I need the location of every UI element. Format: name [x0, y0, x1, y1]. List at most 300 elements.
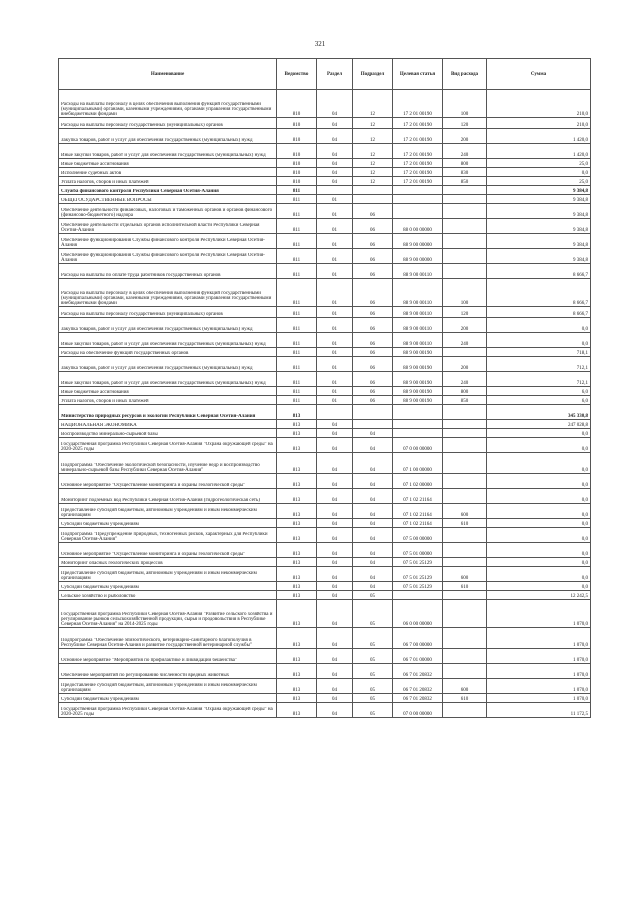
row-name-text: Обеспечение деятельности отдельных органов исполнительной власти Республики Северная Осетия-Алания: [61, 223, 260, 233]
cell-target-article: 07 0 00 00000: [393, 703, 443, 718]
cell-subsection: 04: [353, 474, 393, 489]
cell-target-article: 06 7 00 00000: [393, 628, 443, 649]
cell-target-article: 07 1 02 00000: [393, 474, 443, 489]
cell-target-article: [393, 591, 443, 600]
cell-name: [59, 543, 277, 558]
row-name-text: Обеспечение мероприятий по регулированию численности вредных животных: [61, 673, 230, 678]
cell-section: [317, 186, 353, 195]
row-name-text: Мониторинг опасных геологических процессов: [61, 561, 163, 566]
cell-name: [59, 438, 277, 453]
cell-amount: 1 070,0: [487, 600, 591, 628]
cell-section: 04: [317, 694, 353, 703]
cell-expense-type: 850: [443, 396, 487, 405]
cell-target-article: 07 1 02 21164: [393, 489, 443, 504]
header-subsection: Подраздел: [353, 59, 393, 90]
table-row: [59, 234, 591, 249]
cell-department: 813: [277, 664, 317, 679]
cell-target-article: 07 1 02 21164: [393, 504, 443, 519]
cell-amount: 1 420,0: [487, 144, 591, 159]
cell-section: 01: [317, 348, 353, 357]
cell-target-article: 06 7 01 00000: [393, 649, 443, 664]
cell-department: 811: [277, 234, 317, 249]
cell-target-article: 88 9 00 00000: [393, 234, 443, 249]
cell-department: 811: [277, 264, 317, 279]
cell-department: 813: [277, 591, 317, 600]
cell-target-article: 17 2 01 00190: [393, 144, 443, 159]
table-row: [59, 420, 591, 429]
table-row: [59, 504, 591, 519]
cell-department: 811: [277, 372, 317, 387]
cell-target-article: 88 9 00 00110: [393, 307, 443, 318]
cell-target-article: [393, 429, 443, 438]
cell-target-article: 17 2 01 00190: [393, 159, 443, 168]
cell-expense-type: [443, 219, 487, 234]
cell-amount: 8 666,7: [487, 307, 591, 318]
cell-amount: 0,0: [487, 333, 591, 348]
cell-expense-type: [443, 600, 487, 628]
table-row: [59, 703, 591, 718]
cell-name: [59, 474, 277, 489]
cell-department: 813: [277, 489, 317, 504]
row-name-text: Предоставление субсидий бюджетным, автономным учреждениям и иным некоммерческим организациям: [61, 683, 257, 693]
cell-section: 04: [317, 664, 353, 679]
cell-amount: 0,0: [487, 318, 591, 333]
cell-expense-type: [443, 195, 487, 204]
cell-subsection: 04: [353, 519, 393, 528]
cell-amount: 210,0: [487, 90, 591, 118]
cell-expense-type: [443, 474, 487, 489]
cell-amount: 0,0: [487, 543, 591, 558]
page-number: 321: [314, 40, 326, 48]
cell-name: [59, 649, 277, 664]
cell-name: [59, 333, 277, 348]
cell-expense-type: [443, 204, 487, 219]
cell-subsection: 06: [353, 219, 393, 234]
cell-subsection: 06: [353, 307, 393, 318]
cell-department: 813: [277, 405, 317, 420]
cell-subsection: 04: [353, 543, 393, 558]
cell-expense-type: 120: [443, 118, 487, 129]
cell-department: 813: [277, 600, 317, 628]
cell-subsection: 04: [353, 438, 393, 453]
cell-amount: 9 384,8: [487, 219, 591, 234]
cell-section: 01: [317, 195, 353, 204]
cell-section: 04: [317, 679, 353, 694]
cell-section: 01: [317, 264, 353, 279]
row-name-text: Субсидии бюджетным учреждениям: [61, 585, 139, 590]
table-row: [59, 186, 591, 195]
cell-amount: 1 070,0: [487, 679, 591, 694]
table-row: [59, 582, 591, 591]
cell-department: 810: [277, 168, 317, 177]
row-name-text: Иные закупки товаров, работ и услуг для обеспечения государственных (муниципальных) нужд: [61, 381, 266, 386]
cell-section: 04: [317, 489, 353, 504]
cell-amount: 9 384,8: [487, 204, 591, 219]
cell-subsection: 12: [353, 118, 393, 129]
table-row: [59, 519, 591, 528]
cell-expense-type: [443, 249, 487, 264]
cell-target-article: 17 2 01 00190: [393, 90, 443, 118]
cell-expense-type: 600: [443, 504, 487, 519]
cell-name: [59, 679, 277, 694]
row-name-text: Служба финансового контроля Республики Северная Осетия-Алания: [61, 189, 219, 194]
header-department: Ведомство: [277, 59, 317, 90]
cell-amount: 0,0: [487, 582, 591, 591]
cell-department: 811: [277, 357, 317, 372]
cell-expense-type: 610: [443, 582, 487, 591]
cell-amount: 8 666,7: [487, 279, 591, 307]
cell-section: 01: [317, 318, 353, 333]
table-row: [59, 159, 591, 168]
cell-section: 04: [317, 420, 353, 429]
table-body: [59, 90, 591, 718]
cell-target-article: [393, 420, 443, 429]
cell-name: [59, 318, 277, 333]
cell-section: 04: [317, 703, 353, 718]
cell-target-article: 07 5 01 25129: [393, 567, 443, 582]
cell-name: [59, 186, 277, 195]
cell-amount: 0,0: [487, 168, 591, 177]
cell-amount: 9 384,8: [487, 186, 591, 195]
row-name-text: Расходы на выплаты по оплате труда работников государственных органов: [61, 273, 221, 278]
cell-target-article: [393, 195, 443, 204]
cell-name: [59, 195, 277, 204]
table-row: [59, 438, 591, 453]
cell-section: 04: [317, 453, 353, 474]
cell-expense-type: 610: [443, 694, 487, 703]
cell-name: [59, 219, 277, 234]
row-name-text: Иные закупки товаров, работ и услуг для обеспечения государственных (муниципальных) нужд: [61, 342, 266, 347]
cell-target-article: 07 1 02 21164: [393, 519, 443, 528]
cell-expense-type: 610: [443, 519, 487, 528]
cell-expense-type: [443, 543, 487, 558]
row-name-text: Закупка товаров, работ и услуг для обеспечения государственных (муниципальных) нужд: [61, 327, 253, 332]
cell-subsection: 05: [353, 649, 393, 664]
cell-name: [59, 118, 277, 129]
cell-section: 01: [317, 219, 353, 234]
header-amount: Сумма: [487, 59, 591, 90]
cell-target-article: [393, 186, 443, 195]
cell-department: 811: [277, 387, 317, 396]
row-name-text: Мониторинг подземных вод Республики Северная Осетия-Алания (гидрогеологическая сеть): [61, 498, 260, 503]
row-name-text: Расходы на выплаты персоналу в целях обеспечения выполнения функций государственными (муниципальными) органами, казенными учреждениями, органами управления государственными внебюджетными фондами: [61, 102, 272, 117]
cell-name: [59, 703, 277, 718]
table-row: [59, 219, 591, 234]
table-row: [59, 279, 591, 307]
row-name-text: Основное мероприятие "Осуществление мониторинга и охраны геологической среды": [61, 552, 246, 557]
cell-expense-type: [443, 489, 487, 504]
cell-amount: 1 070,0: [487, 664, 591, 679]
cell-subsection: 04: [353, 453, 393, 474]
cell-name: [59, 177, 277, 186]
row-name-text: Государственная программа Республики Северная Осетия-Алания "Охрана окружающей среды" на 2020-2025 годы: [61, 442, 273, 452]
table-row: [59, 264, 591, 279]
cell-amount: 1 070,0: [487, 694, 591, 703]
cell-name: [59, 159, 277, 168]
row-name-text: Иные бюджетные ассигнования: [61, 390, 129, 395]
cell-expense-type: [443, 591, 487, 600]
cell-name: [59, 591, 277, 600]
cell-subsection: 06: [353, 264, 393, 279]
cell-expense-type: [443, 528, 487, 543]
cell-department: 813: [277, 558, 317, 567]
cell-target-article: 17 2 01 00190: [393, 177, 443, 186]
cell-expense-type: 600: [443, 567, 487, 582]
cell-department: 811: [277, 249, 317, 264]
table-row: [59, 387, 591, 396]
cell-expense-type: 850: [443, 177, 487, 186]
cell-section: 04: [317, 567, 353, 582]
cell-department: 813: [277, 679, 317, 694]
cell-name: [59, 405, 277, 420]
cell-department: 813: [277, 582, 317, 591]
cell-name: [59, 558, 277, 567]
cell-subsection: 12: [353, 129, 393, 144]
cell-target-article: 17 2 01 00190: [393, 129, 443, 144]
cell-section: 04: [317, 582, 353, 591]
cell-subsection: 06: [353, 387, 393, 396]
cell-department: 810: [277, 177, 317, 186]
cell-subsection: 04: [353, 582, 393, 591]
table-row: [59, 489, 591, 504]
row-name-text: Закупка товаров, работ и услуг для обеспечения государственных (муниципальных) нужд: [61, 138, 253, 143]
row-name-text: Сельское хозяйство и рыболовство: [61, 594, 136, 599]
row-name-text: Основное мероприятие "Осуществление мониторинга и охраны геологической среды": [61, 483, 246, 488]
cell-department: 813: [277, 429, 317, 438]
cell-target-article: 88 9 00 00110: [393, 318, 443, 333]
cell-subsection: 05: [353, 600, 393, 628]
cell-name: [59, 519, 277, 528]
cell-target-article: 88 0 00 00000: [393, 219, 443, 234]
cell-expense-type: [443, 628, 487, 649]
cell-subsection: 05: [353, 703, 393, 718]
row-name-text: Основное мероприятие "Мероприятия по профилактике и ликвидации бешенства": [61, 658, 237, 663]
cell-expense-type: 240: [443, 144, 487, 159]
row-name-text: Расходы на обеспечение функций государственных органов: [61, 351, 189, 356]
table-row: [59, 396, 591, 405]
row-name-text: Субсидии бюджетным учреждениям: [61, 522, 139, 527]
row-name-text: Исполнение судебных актов: [61, 171, 122, 176]
cell-name: [59, 504, 277, 519]
cell-name: [59, 396, 277, 405]
cell-subsection: 05: [353, 591, 393, 600]
cell-expense-type: 800: [443, 159, 487, 168]
row-name-text: Предоставление субсидий бюджетным, автономным учреждениям и иным некоммерческим организациям: [61, 571, 257, 581]
cell-amount: 0,0: [487, 489, 591, 504]
cell-subsection: 06: [353, 279, 393, 307]
table-row: [59, 348, 591, 357]
cell-expense-type: 240: [443, 372, 487, 387]
cell-department: 811: [277, 333, 317, 348]
cell-department: 811: [277, 307, 317, 318]
cell-expense-type: [443, 405, 487, 420]
cell-section: 01: [317, 333, 353, 348]
budget-table: [58, 58, 591, 718]
cell-subsection: 06: [353, 333, 393, 348]
row-name-text: Государственная программа Республики Северная Осетия-Алания "Развитие сельского хозяйства и регулирование рынков сельскохозяйственной продукции, сырья и продовольствия в Республике Северная Осетия-Алания" на 2014-2025 годы: [61, 612, 273, 627]
cell-department: 811: [277, 204, 317, 219]
row-name-text: ОБЩЕГОСУДАРСТВЕННЫЕ ВОПРОСЫ: [61, 198, 152, 203]
cell-target-article: 17 2 01 00190: [393, 118, 443, 129]
cell-name: [59, 348, 277, 357]
cell-subsection: 12: [353, 159, 393, 168]
cell-section: 01: [317, 249, 353, 264]
table-row: [59, 694, 591, 703]
cell-amount: 712,1: [487, 357, 591, 372]
row-name-text: Обеспечение деятельности финансовых, налоговых и таможенных органов и органов финансового (финансово-бюджетного) надзора: [61, 208, 273, 218]
cell-department: 813: [277, 528, 317, 543]
cell-name: [59, 387, 277, 396]
cell-expense-type: 100: [443, 90, 487, 118]
cell-amount: 9 384,8: [487, 195, 591, 204]
cell-subsection: 06: [353, 348, 393, 357]
cell-section: 04: [317, 159, 353, 168]
cell-name: [59, 429, 277, 438]
table-row: [59, 195, 591, 204]
cell-name: [59, 582, 277, 591]
row-name-text: Иные закупки товаров, работ и услуг для обеспечения государственных (муниципальных) нужд: [61, 153, 266, 158]
cell-amount: 12 242,5: [487, 591, 591, 600]
cell-name: [59, 567, 277, 582]
cell-department: 811: [277, 186, 317, 195]
cell-subsection: 06: [353, 234, 393, 249]
table-header-row: [59, 59, 591, 90]
cell-subsection: 06: [353, 249, 393, 264]
row-name-text: Воспроизводство минерально-сырьевой базы: [61, 432, 158, 437]
cell-target-article: 07 5 01 00000: [393, 543, 443, 558]
header-expense-type: Вид расхода: [443, 59, 487, 90]
table-row: [59, 474, 591, 489]
cell-target-article: 88 9 00 00110: [393, 279, 443, 307]
cell-section: 01: [317, 307, 353, 318]
cell-department: 810: [277, 118, 317, 129]
cell-section: 04: [317, 438, 353, 453]
cell-amount: 8 666,7: [487, 264, 591, 279]
cell-amount: 0,0: [487, 438, 591, 453]
cell-department: 813: [277, 474, 317, 489]
cell-amount: 11 172,5: [487, 703, 591, 718]
cell-section: 01: [317, 387, 353, 396]
cell-target-article: 07 0 00 00000: [393, 438, 443, 453]
cell-section: 04: [317, 129, 353, 144]
cell-subsection: 04: [353, 504, 393, 519]
cell-section: 01: [317, 204, 353, 219]
cell-amount: 9 384,8: [487, 249, 591, 264]
cell-name: [59, 168, 277, 177]
cell-amount: 210,0: [487, 118, 591, 129]
cell-name: [59, 628, 277, 649]
cell-section: 01: [317, 357, 353, 372]
cell-subsection: 05: [353, 628, 393, 649]
cell-name: [59, 528, 277, 543]
header-section: Раздел: [317, 59, 353, 90]
cell-name: [59, 420, 277, 429]
cell-department: 813: [277, 628, 317, 649]
cell-section: 04: [317, 591, 353, 600]
cell-target-article: 88 9 00 00190: [393, 372, 443, 387]
cell-department: 813: [277, 543, 317, 558]
cell-name: [59, 372, 277, 387]
cell-section: 01: [317, 234, 353, 249]
cell-target-article: [393, 204, 443, 219]
cell-department: 811: [277, 195, 317, 204]
cell-subsection: [353, 405, 393, 420]
cell-department: 813: [277, 504, 317, 519]
cell-name: [59, 453, 277, 474]
cell-amount: 9 384,8: [487, 234, 591, 249]
cell-name: [59, 144, 277, 159]
cell-department: 810: [277, 159, 317, 168]
cell-subsection: 05: [353, 664, 393, 679]
row-name-text: Предоставление субсидий бюджетным, автономным учреждениям и иным некоммерческим организациям: [61, 508, 257, 518]
cell-expense-type: 800: [443, 387, 487, 396]
cell-target-article: 07 1 00 00000: [393, 453, 443, 474]
table-row: [59, 628, 591, 649]
cell-amount: 0,0: [487, 453, 591, 474]
cell-subsection: 04: [353, 528, 393, 543]
cell-expense-type: 600: [443, 679, 487, 694]
cell-section: 04: [317, 90, 353, 118]
cell-department: 813: [277, 567, 317, 582]
cell-name: [59, 234, 277, 249]
cell-name: [59, 489, 277, 504]
table-row: [59, 333, 591, 348]
cell-target-article: 06 0 00 00000: [393, 600, 443, 628]
cell-target-article: 88 9 00 00000: [393, 249, 443, 264]
row-name-text: Уплата налогов, сборов и иных платежей: [61, 399, 149, 404]
cell-amount: 1 070,0: [487, 649, 591, 664]
table-row: [59, 600, 591, 628]
cell-subsection: 04: [353, 489, 393, 504]
cell-expense-type: [443, 649, 487, 664]
cell-name: [59, 204, 277, 219]
header-name: Наименование: [59, 59, 277, 90]
table-row: [59, 429, 591, 438]
cell-department: 813: [277, 649, 317, 664]
cell-section: 04: [317, 168, 353, 177]
row-name-text: Министерство природных ресурсов и экологии Республики Северная Осетия-Алания: [61, 414, 256, 419]
cell-section: 04: [317, 504, 353, 519]
table-row: [59, 453, 591, 474]
cell-section: 04: [317, 118, 353, 129]
cell-expense-type: [443, 186, 487, 195]
cell-target-article: 07 5 01 25129: [393, 558, 443, 567]
table-row: [59, 90, 591, 118]
cell-expense-type: [443, 420, 487, 429]
cell-expense-type: [443, 558, 487, 567]
cell-department: 811: [277, 279, 317, 307]
cell-department: 813: [277, 420, 317, 429]
table-row: [59, 528, 591, 543]
cell-department: 813: [277, 694, 317, 703]
cell-expense-type: 830: [443, 168, 487, 177]
cell-department: 811: [277, 348, 317, 357]
cell-amount: 0,0: [487, 504, 591, 519]
cell-section: 04: [317, 528, 353, 543]
cell-name: [59, 664, 277, 679]
table-row: [59, 567, 591, 582]
cell-expense-type: 120: [443, 307, 487, 318]
cell-subsection: [353, 186, 393, 195]
cell-section: 04: [317, 600, 353, 628]
cell-section: 04: [317, 558, 353, 567]
cell-department: 810: [277, 90, 317, 118]
cell-target-article: 06 7 01 20832: [393, 679, 443, 694]
cell-target-article: 06 7 01 20832: [393, 664, 443, 679]
cell-department: 810: [277, 129, 317, 144]
cell-expense-type: 200: [443, 318, 487, 333]
cell-subsection: 12: [353, 168, 393, 177]
